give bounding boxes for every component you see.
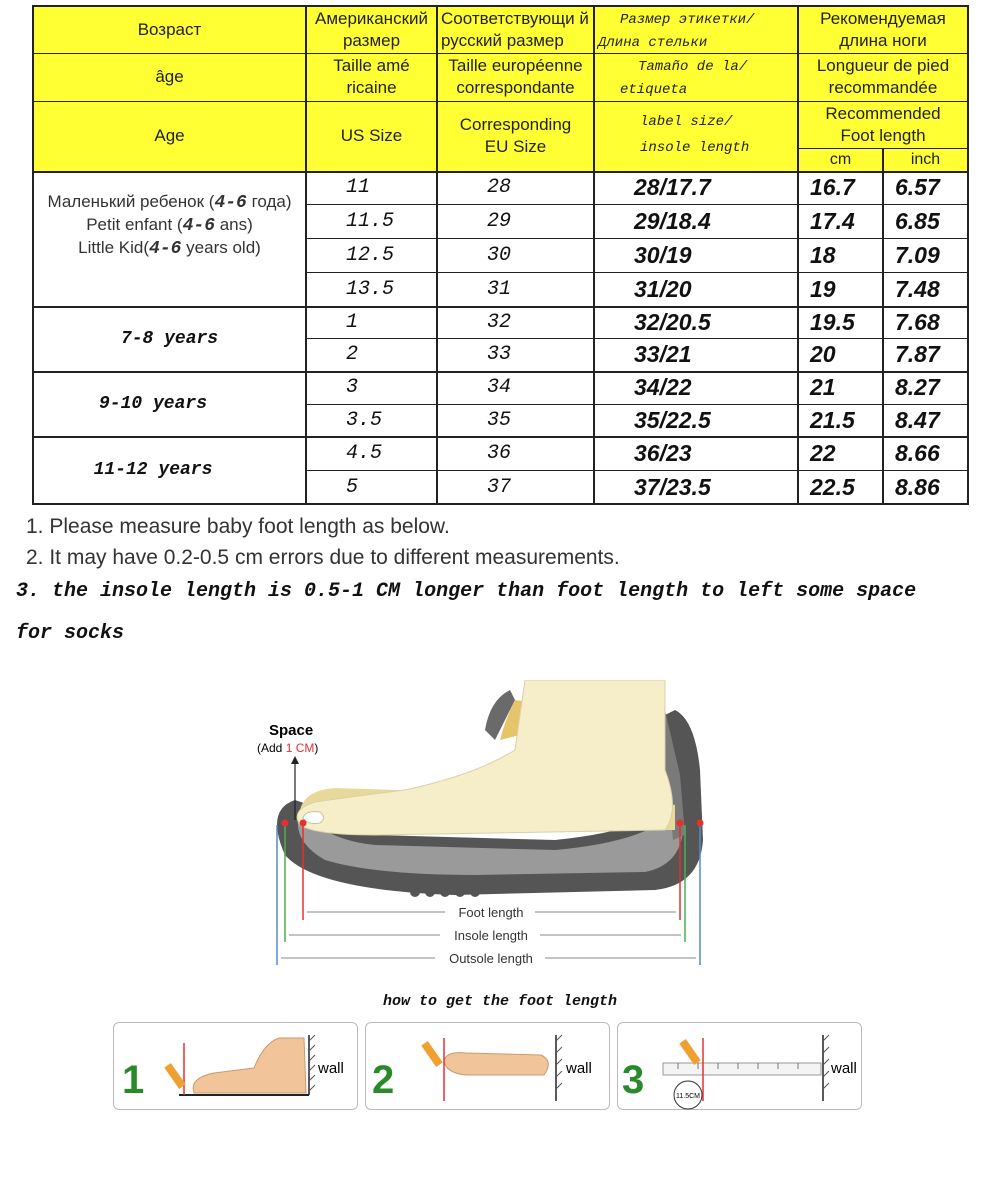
header-label-en-line2: insole length: [640, 140, 750, 156]
cell-eu: 33: [487, 343, 512, 366]
foot-length-label: Foot length: [458, 905, 524, 920]
header-label-es-line1: Tamaño de la/: [638, 59, 748, 75]
cell-eu: 35: [487, 408, 512, 432]
grid-line: [32, 171, 969, 173]
age-en-prefix: Little Kid(: [78, 238, 150, 257]
cell-eu: 29: [487, 209, 512, 233]
howto-title: how to get the foot length: [382, 993, 618, 1010]
note-3-line-1: 3. the insole length is 0.5-1 CM longer than foot length to left some space: [16, 580, 917, 603]
header-foot-en: [798, 101, 968, 148]
header-foot-fr-text: Longueur de pied recommandée: [816, 56, 950, 97]
age-ru-prefix: Маленький ребенок (: [47, 192, 215, 211]
age-fr-prefix: Petit enfant (: [86, 215, 183, 234]
point-marker: [282, 820, 289, 827]
add-label-suffix: ): [314, 741, 319, 755]
header-eu-fr-text: Taille européenne correspondante: [448, 56, 583, 97]
outsole-length-label: Outsole length: [449, 951, 533, 966]
foot-top-icon: [444, 1053, 548, 1075]
step-1-illustration: [114, 1023, 359, 1111]
wall-label: wall: [566, 1060, 592, 1077]
cell-inch: 7.48: [895, 275, 940, 302]
header-eu-fr: [437, 53, 594, 101]
header-label-ru: [594, 6, 798, 53]
cell-eu: 36: [487, 441, 512, 465]
grid-line: [797, 5, 799, 505]
step-1-number: 1: [122, 1058, 145, 1102]
cell-label: 32/20.5: [634, 308, 711, 335]
grid-line: [593, 5, 595, 505]
header-age-fr: [33, 53, 306, 101]
grid-line: [967, 5, 969, 505]
cell-us: 1: [346, 310, 359, 334]
cell-inch: 6.85: [895, 207, 940, 234]
age-group-11-12: [33, 436, 273, 504]
cell-cm: 19: [810, 275, 836, 302]
cell-label: 28/17.7: [634, 174, 711, 200]
header-foot-en-text: Recommended Foot length: [825, 103, 941, 145]
header-label-es: [594, 53, 798, 101]
point-marker: [697, 820, 704, 827]
cell-label: 29/18.4: [634, 207, 711, 234]
grid-line: [32, 101, 969, 102]
cell-us: 5: [346, 475, 359, 499]
wall-hatch: [556, 1035, 562, 1089]
age-fr-suffix: ans): [215, 215, 253, 234]
cell-eu: 30: [487, 243, 512, 267]
grid-line: [32, 5, 969, 7]
header-us-fr: [306, 53, 437, 101]
grid-line: [305, 470, 969, 471]
grid-line: [436, 5, 438, 505]
header-label-en-line1: label size/: [640, 114, 733, 130]
age-group-7-8-text: 7-8 years: [120, 328, 219, 349]
note-1: 1. Please measure baby foot length as below.: [26, 515, 450, 538]
age-group-little-kid: [33, 171, 306, 306]
age-group-9-10-text: 9-10 years: [98, 393, 208, 414]
step-3-illustration: [618, 1023, 863, 1111]
space-label: Space: [269, 722, 314, 739]
cell-cm: 22.5: [810, 473, 855, 500]
age-en-range: 4-6: [149, 239, 182, 259]
cell-us: 3.5: [346, 408, 383, 432]
add-label: [257, 741, 318, 755]
grid-line: [32, 436, 969, 438]
wall-label: wall: [831, 1060, 857, 1077]
header-us-ru-text: Американский размер: [314, 8, 428, 50]
foot-side-icon: [193, 1038, 306, 1093]
add-label-prefix: (Add: [257, 741, 286, 755]
cell-us: 3: [346, 376, 359, 399]
header-us-ru: [306, 6, 437, 53]
cell-cm: 21: [810, 374, 836, 400]
cell-cm: 19.5: [810, 308, 855, 335]
cell-label: 37/23.5: [634, 473, 711, 500]
header-us-en: [306, 101, 437, 171]
cell-us: 13.5: [346, 277, 395, 301]
header-age-ru-text: Возраст: [137, 19, 202, 39]
age-en-suffix: years old): [181, 238, 261, 257]
header-label-ru-line2: Длина стельки: [598, 35, 708, 51]
age-ru-range: 4-6: [214, 193, 247, 213]
header-cm: [798, 148, 883, 171]
cell-label: 34/22: [634, 374, 692, 400]
age-group-7-8: [33, 306, 306, 371]
cell-label: 36/23: [634, 439, 692, 466]
foot-shape: [297, 680, 672, 835]
header-eu-ru: [437, 6, 594, 53]
header-eu-en: [437, 101, 594, 171]
cell-inch: 8.86: [895, 473, 940, 500]
header-age-ru: [33, 6, 306, 53]
step-3-panel: [617, 1022, 862, 1110]
cell-inch: 7.87: [895, 341, 940, 367]
cell-us: 2: [346, 343, 359, 366]
cell-cm: 17.4: [810, 207, 855, 234]
header-us-fr-text: Taille amé ricaine: [333, 56, 410, 97]
grid-line: [305, 404, 969, 405]
grid-line: [32, 371, 969, 373]
step-2-number: 2: [372, 1058, 395, 1102]
pencil-icon: [679, 1039, 700, 1065]
grid-line: [882, 148, 884, 505]
measure-label: 11.5CM: [676, 1093, 700, 1100]
cell-cm: 18: [810, 241, 836, 268]
age-group-9-10: [33, 371, 273, 436]
point-marker: [300, 820, 307, 827]
cell-cm: 20: [810, 341, 836, 367]
header-foot-ru: [798, 6, 968, 53]
age-fr-range: 4-6: [182, 216, 215, 236]
grid-line: [305, 5, 307, 505]
size-chart-table: [0, 0, 1000, 520]
cell-eu: 28: [487, 176, 512, 199]
wall-hatch: [823, 1035, 829, 1089]
cell-inch: 8.27: [895, 374, 940, 400]
step-2-panel: [365, 1022, 610, 1110]
cell-inch: 7.68: [895, 308, 940, 335]
header-inch-text: inch: [910, 150, 941, 168]
cell-us: 11: [346, 176, 371, 199]
header-label-ru-line1: Размер этикетки/: [620, 12, 755, 28]
header-age-en: [33, 101, 306, 171]
grid-line: [32, 503, 969, 505]
cell-label: 33/21: [634, 341, 692, 367]
grid-line: [305, 204, 969, 205]
note-3-line-2: for socks: [16, 622, 125, 645]
header-cm-text: cm: [829, 150, 852, 168]
ruler-icon: [663, 1063, 821, 1075]
grid-line: [305, 272, 969, 273]
wall-hatch: [309, 1035, 315, 1091]
age-group-en-line: [78, 237, 261, 260]
header-inch: [883, 148, 968, 171]
cell-cm: 22: [810, 439, 836, 466]
grid-line: [32, 5, 34, 505]
age-group-ru-line: [47, 191, 291, 214]
header-foot-fr: [798, 53, 968, 101]
age-ru-suffix: года): [246, 192, 292, 211]
cell-us: 11.5: [346, 209, 395, 233]
cell-eu: 34: [487, 376, 512, 399]
cell-us: 4.5: [346, 441, 383, 465]
cell-cm: 21.5: [810, 406, 855, 433]
header-label-es-line2: etiqueta: [620, 82, 688, 98]
grid-line: [32, 306, 969, 308]
cell-us: 12.5: [346, 243, 395, 267]
pencil-icon: [421, 1041, 442, 1067]
note-2: 2. It may have 0.2-0.5 cm errors due to different measurements.: [26, 546, 620, 569]
cell-eu: 31: [487, 277, 512, 301]
age-group-fr-line: [86, 214, 253, 237]
cell-label: 30/19: [634, 241, 692, 268]
header-us-en-text: US Size: [340, 126, 403, 145]
cell-label: 31/20: [634, 275, 692, 302]
cell-eu: 32: [487, 310, 512, 334]
header-foot-ru-text: Рекомендуемая длина ноги: [820, 8, 946, 50]
point-marker: [677, 820, 684, 827]
cell-inch: 8.47: [895, 406, 940, 433]
cell-inch: 8.66: [895, 439, 940, 466]
header-age-en-text: Age: [154, 126, 185, 145]
space-arrow-head: [291, 756, 299, 764]
step-1-panel: [113, 1022, 358, 1110]
cell-inch: 6.57: [895, 174, 940, 200]
shoe-measurement-diagram: [255, 680, 725, 980]
header-eu-ru-text: Соответствующи й русский размер: [441, 8, 589, 50]
header-eu-en-text: Corresponding EU Size: [459, 115, 572, 156]
cell-cm: 16.7: [810, 174, 855, 200]
grid-line: [305, 238, 969, 239]
grid-line: [32, 53, 969, 54]
wall-label: wall: [318, 1060, 344, 1077]
header-age-fr-text: âge: [155, 67, 184, 86]
insole-length-label: Insole length: [454, 928, 528, 943]
pencil-icon: [164, 1063, 185, 1089]
step-2-illustration: [366, 1023, 611, 1111]
header-label-en: [594, 101, 798, 171]
step-3-number: 3: [622, 1058, 645, 1102]
cell-inch: 7.09: [895, 241, 940, 268]
age-group-11-12-text: 11-12 years: [93, 460, 213, 480]
add-label-value: 1 CM: [285, 741, 315, 755]
cell-label: 35/22.5: [634, 406, 711, 433]
cell-eu: 37: [487, 475, 512, 499]
grid-line: [305, 338, 969, 339]
